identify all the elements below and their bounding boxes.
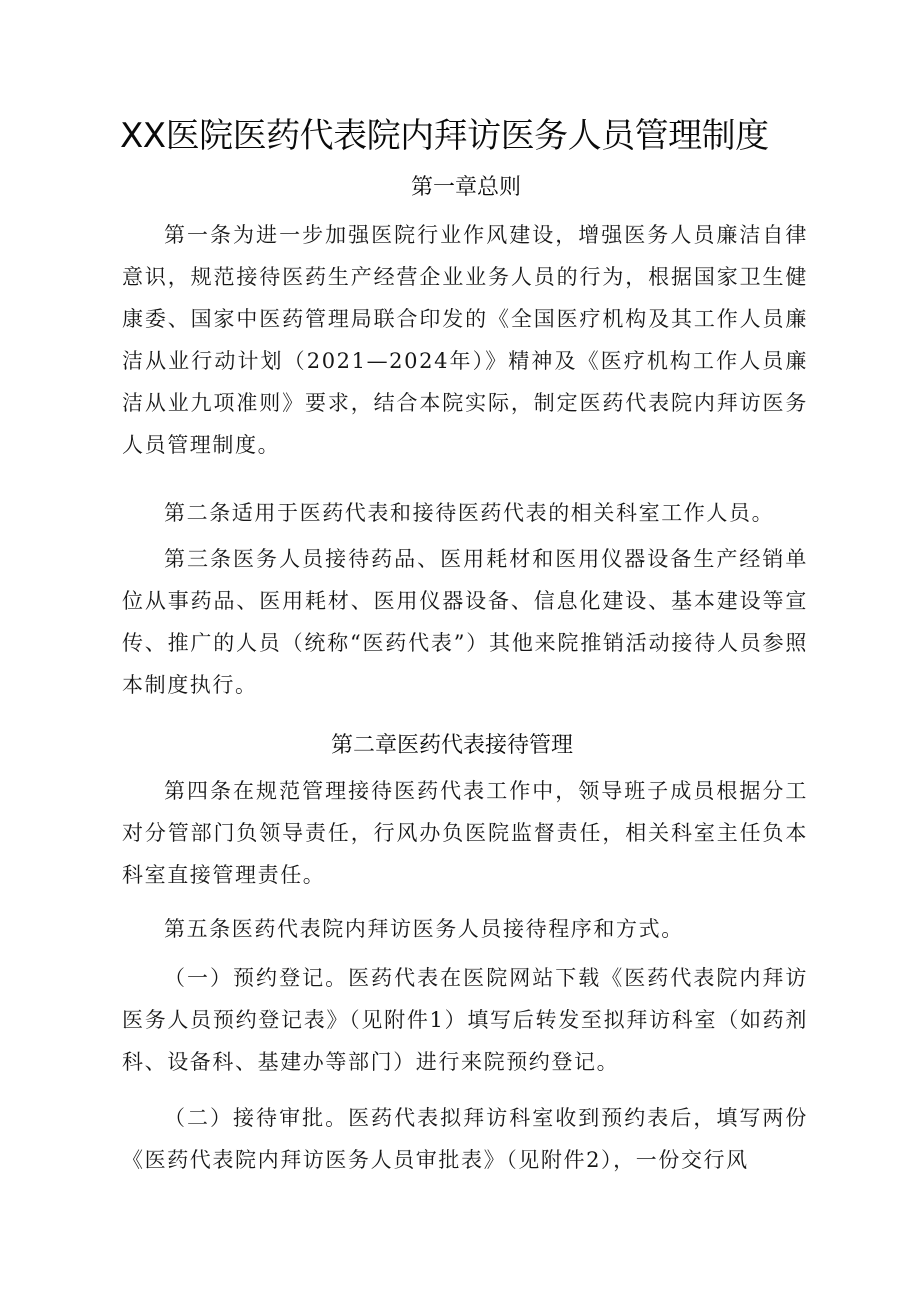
article-4: 第四条在规范管理接待医药代表工作中，领导班子成员根据分工对分管部门负领导责任，行风办负医院监督责任，相关科室主任负本科室直接管理责任。 <box>122 779 808 887</box>
article-5: 第五条医药代表院内拜访医务人员接待程序和方式。 <box>164 917 684 941</box>
article-5-item-1: （一）预约登记。医药代表在医院网站下载《医药代表院内拜访医务人员预约登记表》（见附件1）填写后转发至拟拜访科室（如药剂科、设备科、基建办等部门）进行来院预约登记。 <box>122 966 808 1074</box>
document-title: XX医院医药代表院内拜访医务人员管理制度 <box>120 116 769 156</box>
article-5-item-2: （二）接待审批。医药代表拟拜访科室收到预约表后，填写两份《医药代表院内拜访医务人员审批表》（见附件2），一份交行风 <box>122 1106 808 1172</box>
chapter-2-heading: 第二章医药代表接待管理 <box>330 733 573 758</box>
article-2: 第二条适用于医药代表和接待医药代表的相关科室工作人员。 <box>164 501 775 525</box>
chapter-1-heading: 第一章总则 <box>410 175 521 200</box>
article-3: 第三条医务人员接待药品、医用耗材和医用仪器设备生产经销单位从事药品、医用耗材、医用仪器设备、信息化建设、基本建设等宣传、推广的人员（统称“医药代表”）其他来院推销活动接待人员参照本制度执行。 <box>122 547 808 697</box>
article-1: 第一条为进一步加强医院行业作风建设，增强医务人员廉洁自律意识，规范接待医药生产经营企业业务人员的行为，根据国家卫生健康委、国家中医药管理局联合印发的《全国医疗机构及其工作人员廉洁从业行动计划（2021—2024年）》精神及《医疗机构工作人员廉洁从业九项准则》要求，结合本院实际，制定医药代表院内拜访医务人员管理制度。 <box>122 223 808 457</box>
